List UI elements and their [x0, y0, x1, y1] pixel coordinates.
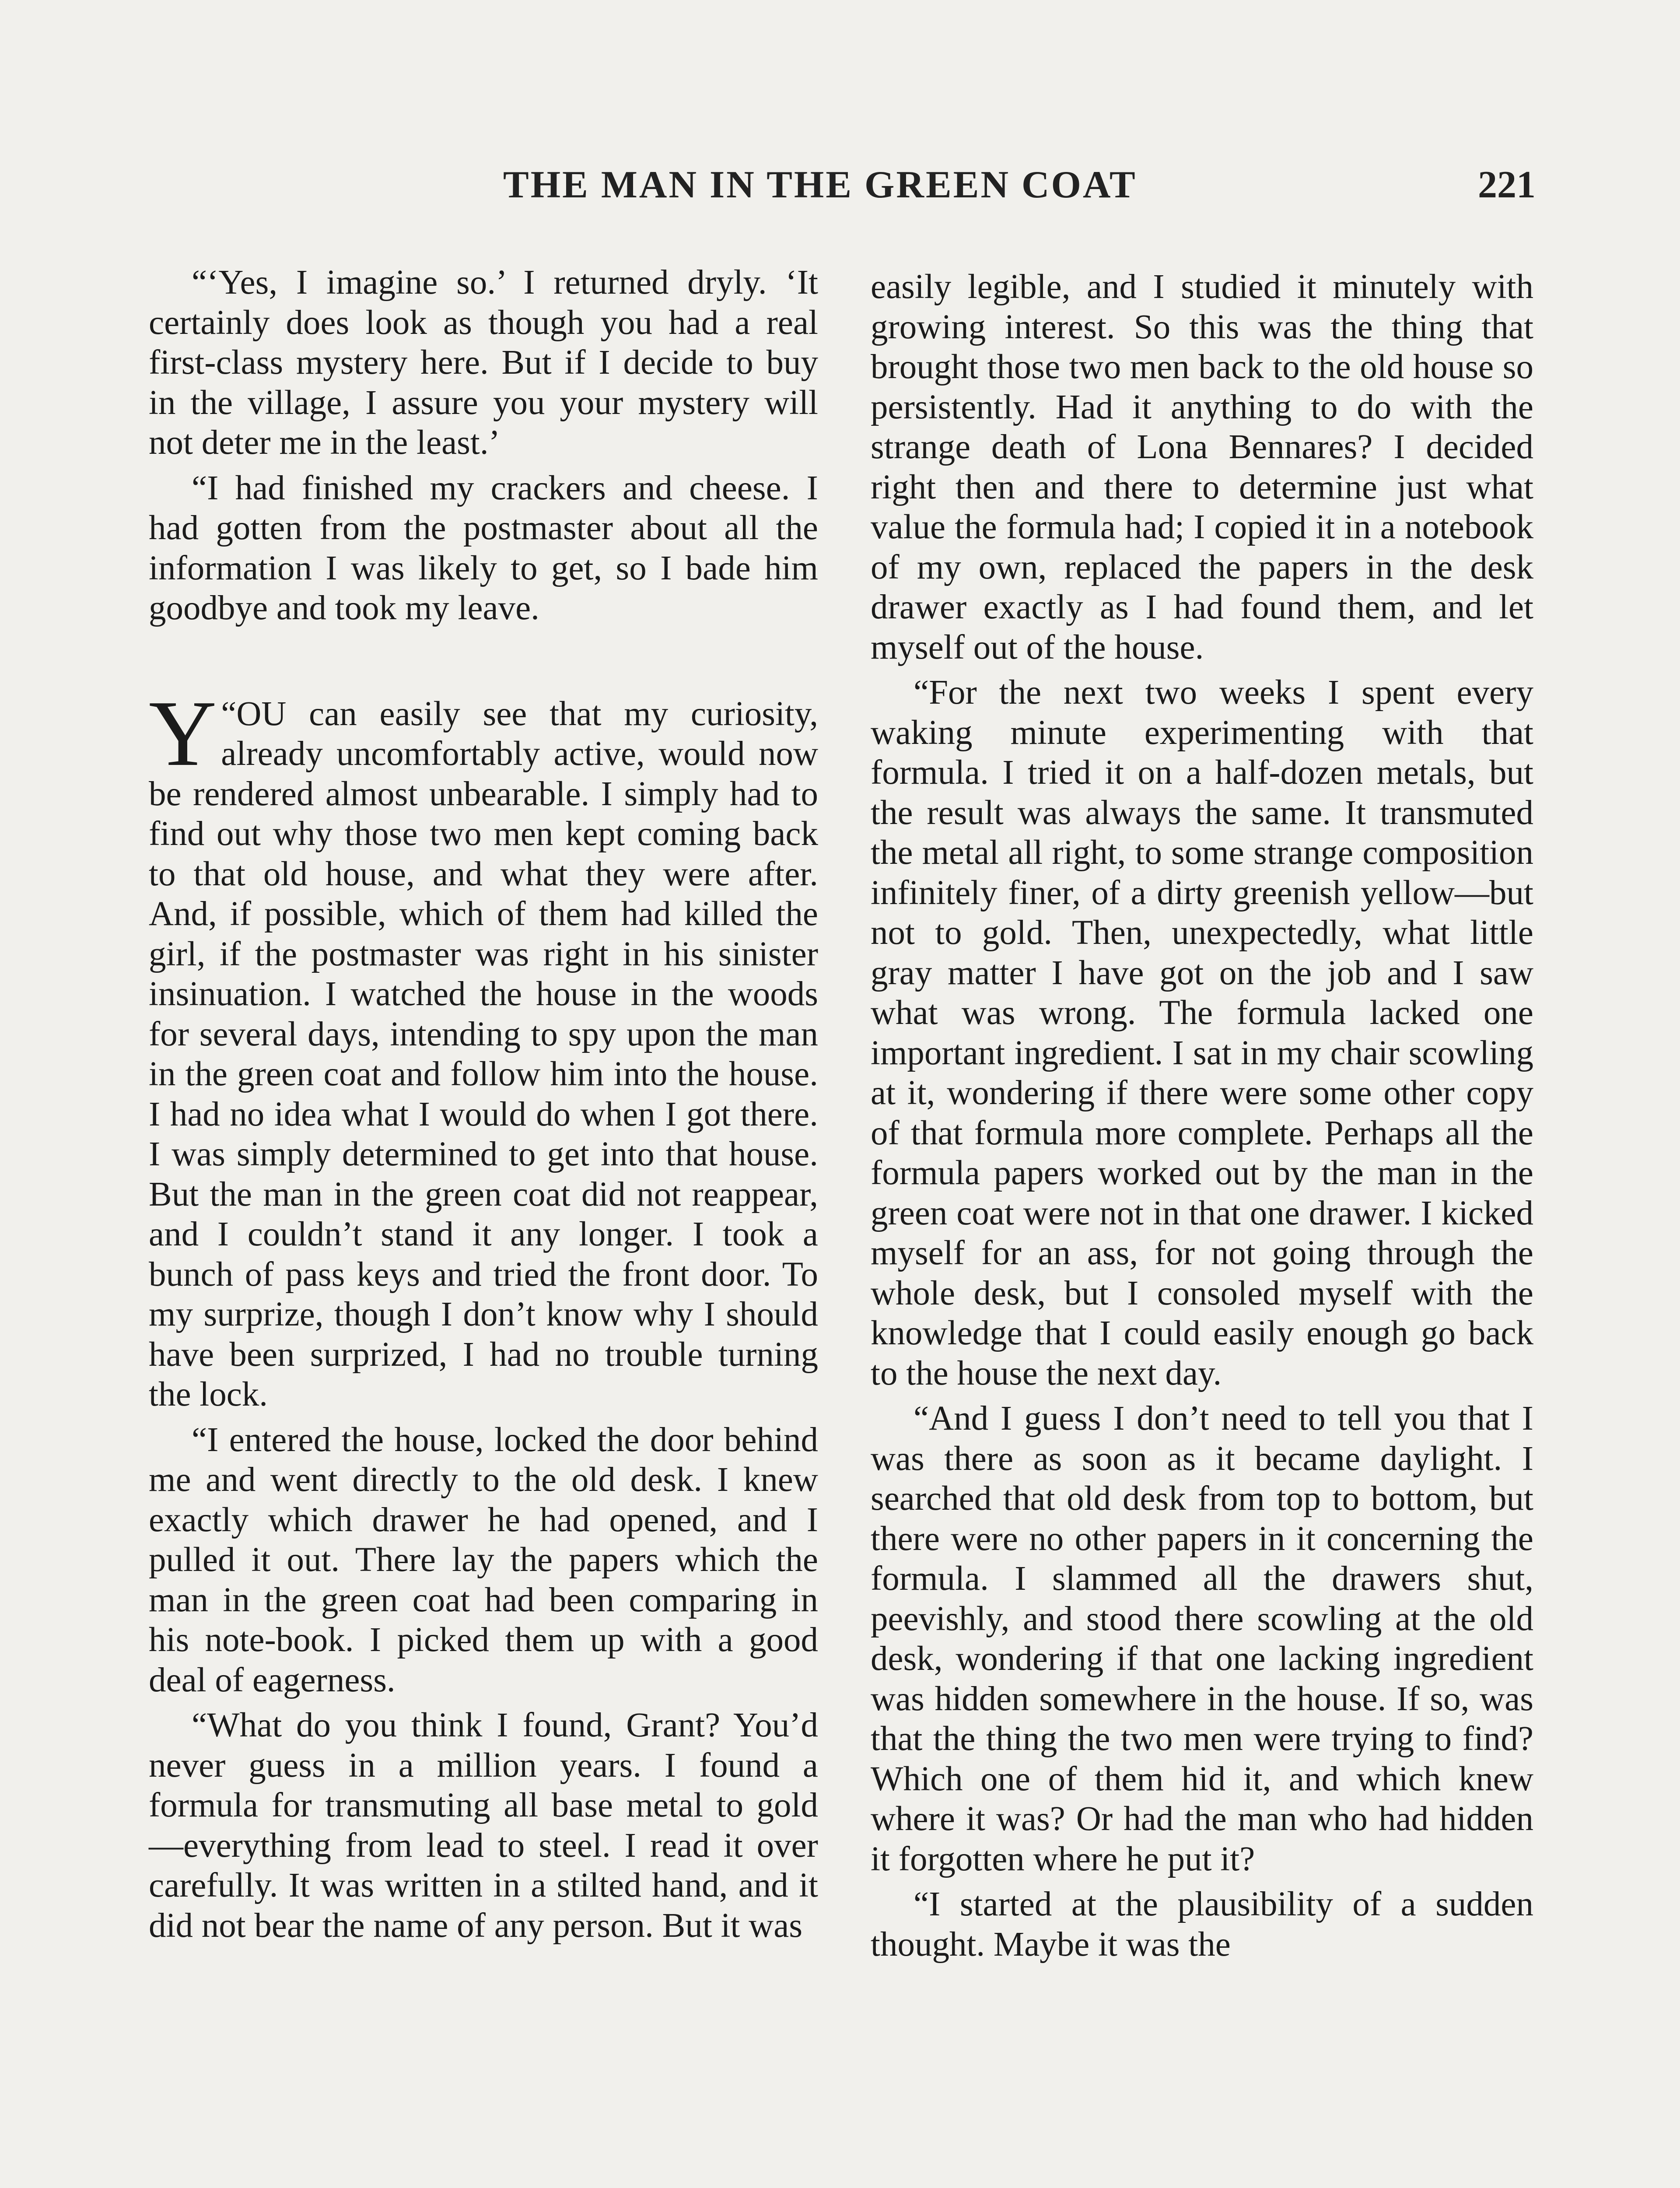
- section-start-paragraph: [149, 680, 818, 1415]
- paragraph: “‘Yes, I imagine so.’ I returned dryly. ‘It certainly does look as though you had a real first-class mystery here. But if I decide to buy in the village, I assure you your mystery will not deter me in the least.’: [149, 263, 818, 462]
- right-column: [871, 267, 1533, 1964]
- paragraph: “And I guess I don’t need to tell you that I was there as soon as it became daylight. I searched that old desk from top to bottom, but there were no other papers in it concerning the formula. I slammed all the drawers shut, peevishly, and stood there scowling at the old desk, wondering if that one lacking ingredient was hidden somewhere in the house. If so, was that the thing the two men were trying to find? Which one of them hid it, and which knew where it was? Or had the man who had hidden it forgotten where he put it?: [871, 1399, 1533, 1878]
- paragraph-text: OU can easily see that my curiosity, already uncomfortably active, would now be rendered almost unbearable. I simply had to find out why those two men kept coming back to that old house, and what they were after. And, if possible, which of them had killed the girl, if the postmaster was right in his sinister insinuation. I watched the house in the woods for several days, intending to spy upon the man in the green coat and follow him into the house. I had no idea what I would do when I got there. I was simply determined to get into that house. But the man in the green coat did not reappear, and I couldn’t stand it any longer. I took a bunch of pass keys and tried the front door. To my surprize, though I don’t know why I should have been surprized, I had no trouble turning the lock.: [149, 694, 818, 1413]
- drop-cap: Y: [149, 680, 217, 785]
- paragraph: “What do you think I found, Grant? You’d never guess in a million years. I found a formula for transmuting all base metal to gold—everything from lead to steel. I read it over carefully. It was written in a stilted hand, and it did not bear the name of any person. But it was: [149, 1706, 818, 1945]
- page-header: [144, 163, 1536, 215]
- page-number: 221: [1478, 164, 1536, 206]
- left-column: [149, 263, 818, 1946]
- paragraph: “I entered the house, locked the door behind me and went directly to the old desk. I knew exactly which drawer he had opened, and I pulled it out. There lay the papers which the man in the green coat had been comparing in his note-book. I picked them up with a good deal of eagerness.: [149, 1420, 818, 1699]
- paragraph: “For the next two weeks I spent every waking minute experimenting with that formula. I tried it on a half-dozen metals, but the result was always the same. It transmuted the metal all right, to some strange composition infinitely finer, of a dirty greenish yellow—but not to gold. Then, unexpectedly, what little gray matter I have got on the job and I saw what was wrong. The formula lacked one important ingredient. I sat in my chair scowling at it, wondering if there were some other copy of that formula more complete. Perhaps all the formula papers worked out by the man in the green coat were not in that one drawer. I kicked myself for an ass, for not going through the whole desk, but I consoled myself with the knowledge that I could easily enough go back to the house the next day.: [871, 673, 1533, 1392]
- running-title: THE MAN IN THE GREEN COAT: [503, 164, 1137, 206]
- opening-quote: “: [221, 694, 237, 733]
- paragraph-continued: easily legible, and I studied it minutely with growing interest. So this was the thing that brought those two men back to the old house so persistently. Had it anything to do with the strange death of Lona Bennares? I decided right then and there to determine just what value the formula had; I copied it in a notebook of my own, replaced the papers in the desk drawer exactly as I had found them, and let myself out of the house.: [871, 268, 1533, 666]
- paragraph: “I had finished my crackers and cheese. I had gotten from the postmaster about all the information I was likely to get, so I bade him goodbye and took my leave.: [149, 469, 818, 627]
- paragraph: “I started at the plausibility of a sudden thought. Maybe it was the: [871, 1885, 1533, 1964]
